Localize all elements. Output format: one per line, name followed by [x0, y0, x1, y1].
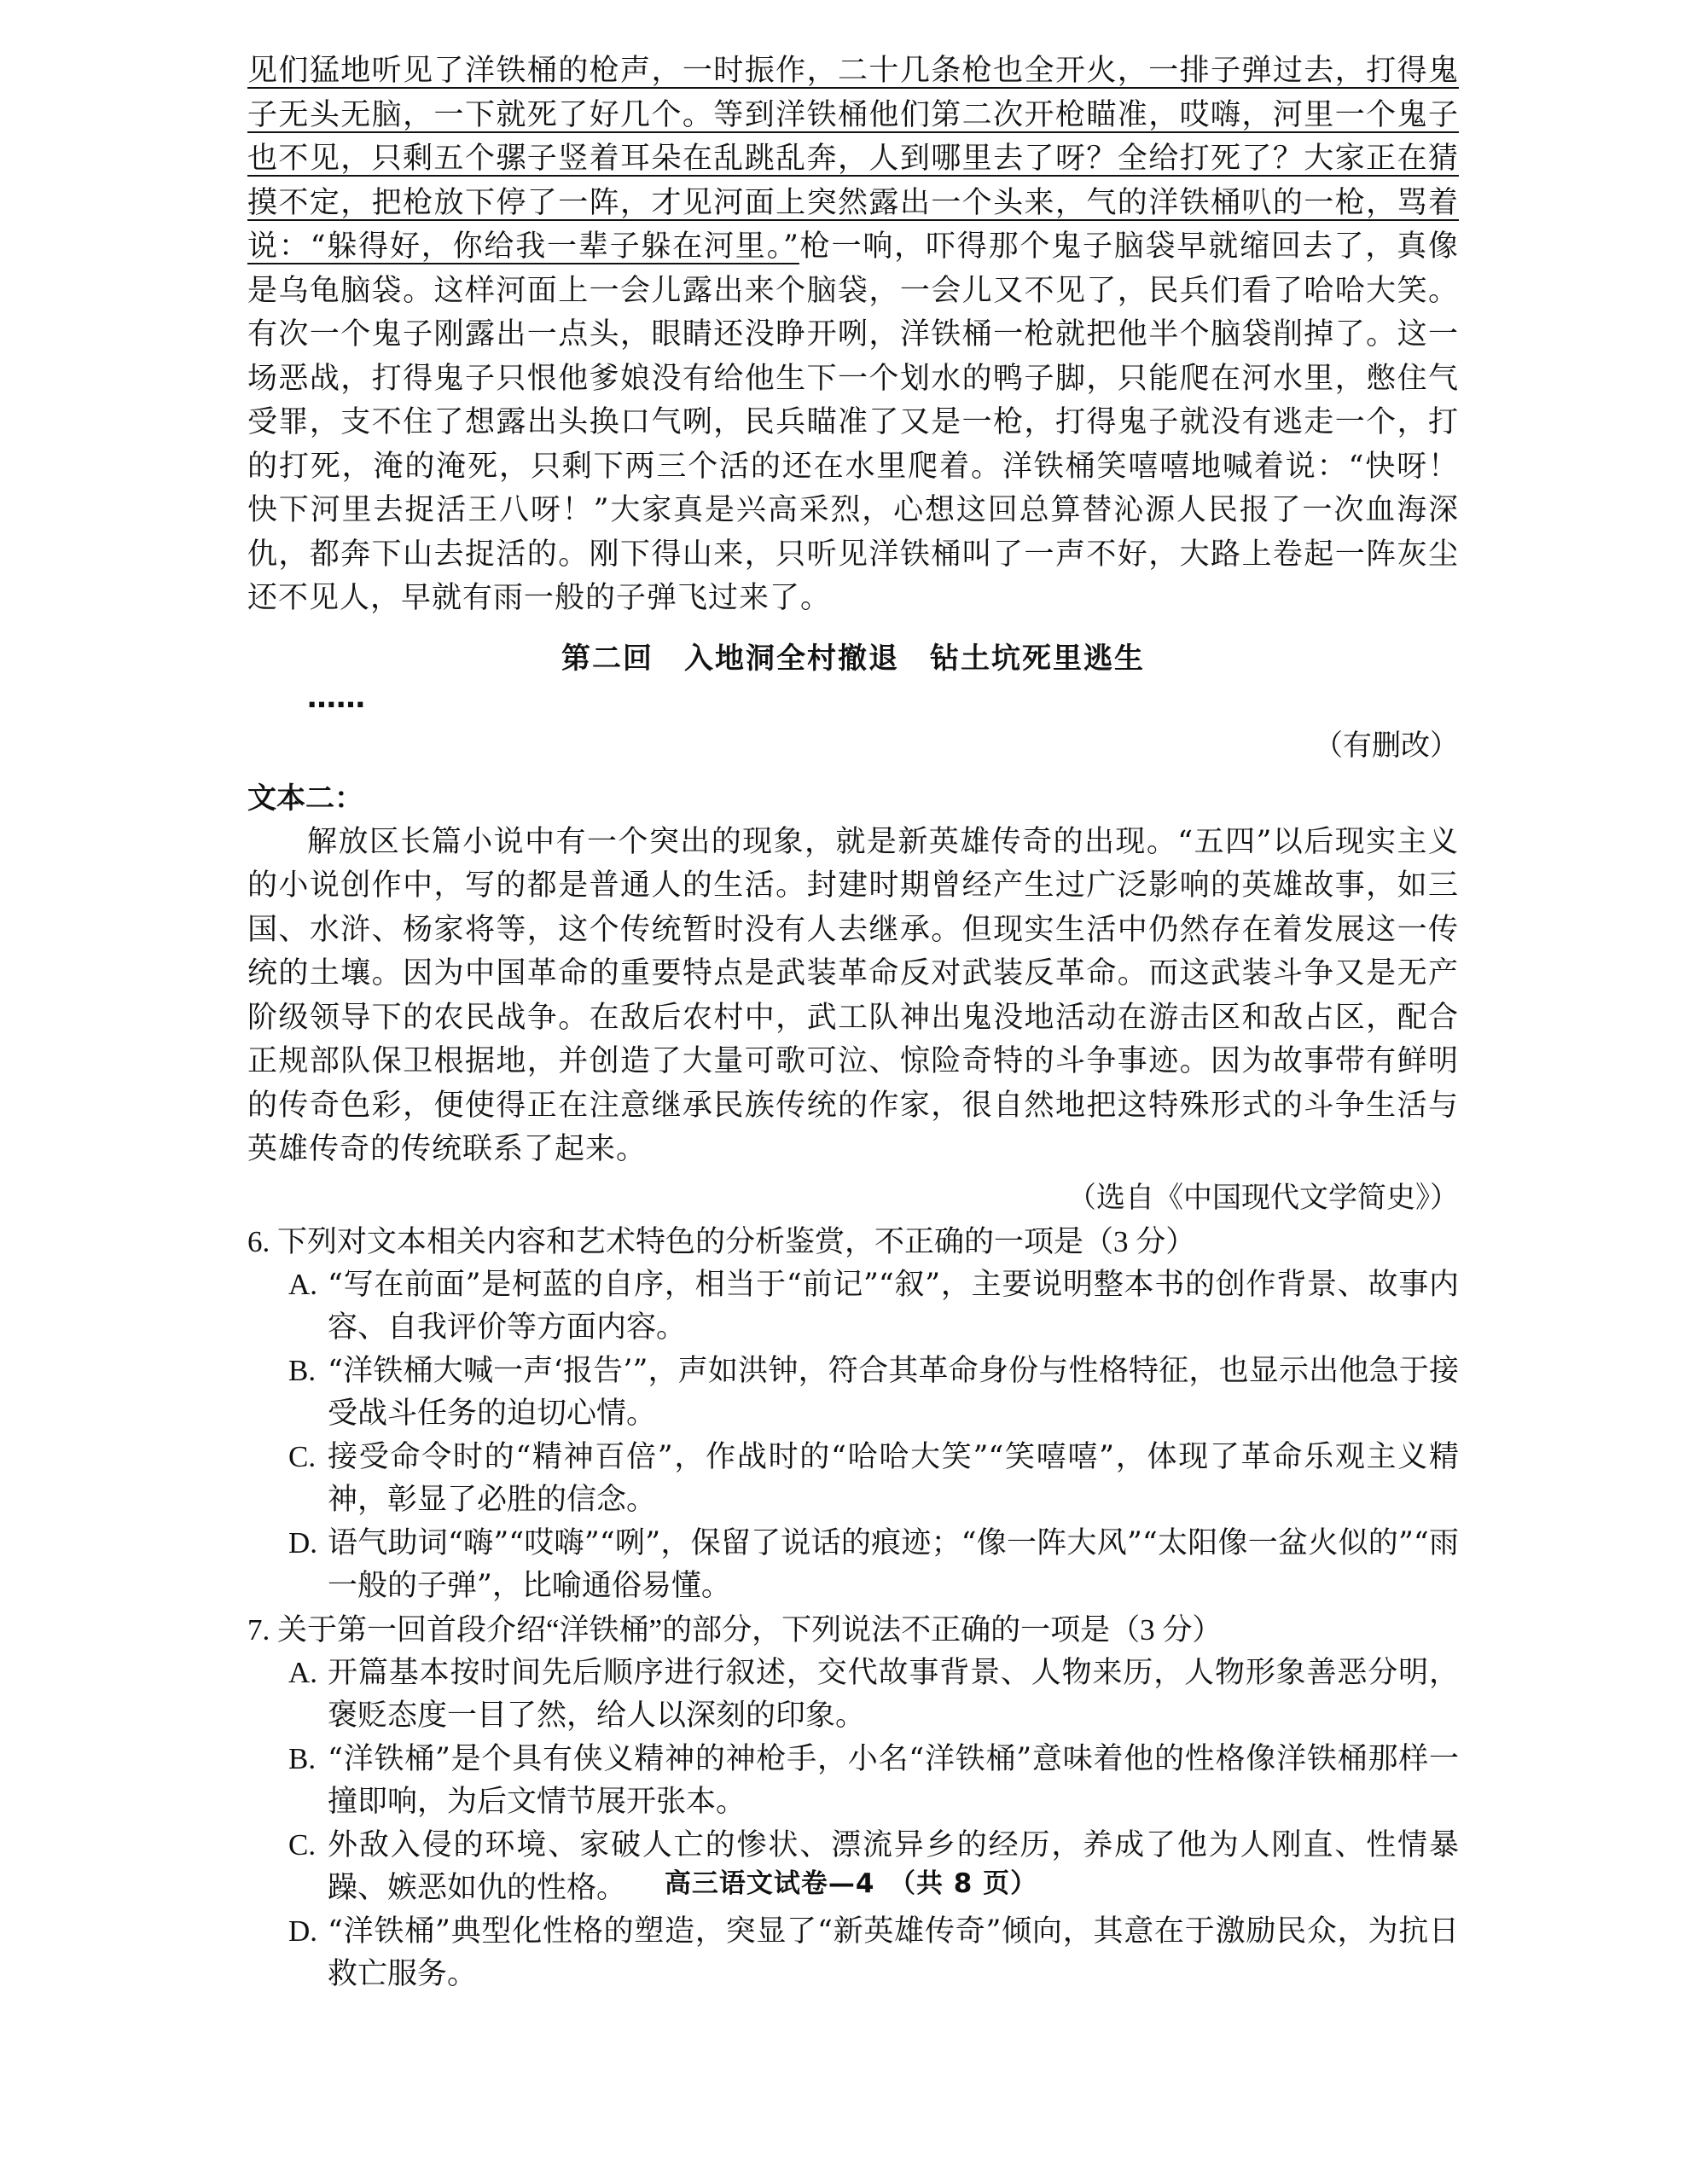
text2-label: 文本二：	[247, 781, 363, 816]
option-b	[288, 1738, 1459, 1824]
question-6	[247, 1220, 1459, 1608]
option-key: A.	[288, 1267, 318, 1301]
text2-source: （选自《中国现代文学简史》）	[1067, 1180, 1459, 1215]
question-stem: 7. 关于第一回首段介绍“洋铁桶”的部分，下列说法不正确的一项是（3 分）	[247, 1612, 1223, 1647]
option-text: 开篇基本按时间先后顺序进行叙述，交代故事背景、人物来历，人物形象善恶分明，褒贬态度一目了然，给人以深刻的印象。	[328, 1655, 1459, 1733]
chapter-title: 第二回 入地洞全村撤退 钻土坑死里逃生	[561, 641, 1145, 676]
text1-paragraph	[247, 49, 1459, 621]
option-key: A.	[288, 1655, 318, 1689]
question-7	[247, 1608, 1459, 1996]
option-key: C.	[288, 1439, 317, 1473]
ellipsis: ……	[307, 680, 365, 715]
option-key: B.	[288, 1353, 317, 1387]
option-key: B.	[288, 1741, 317, 1775]
option-a	[288, 1263, 1459, 1350]
option-text: 语气助词“嗨”“哎嗨”“咧”，保留了说话的痕迹；“像一阵大风”“太阳像一盆火似的”“雨一般的子弹”，比喻通俗易懂。	[328, 1525, 1459, 1603]
option-b	[288, 1350, 1459, 1436]
option-text: 接受命令时的“精神百倍”，作战时的“哈哈大笑”“笑嘻嘻”，体现了革命乐观主义精神，彰显了必胜的信念。	[328, 1439, 1459, 1517]
text2-body: 解放区长篇小说中有一个突出的现象，就是新英雄传奇的出现。“五四”以后现实主义的小说创作中，写的都是普通人的生活。封建时期曾经产生过广泛影响的英雄故事，如三国、水浒、杨家将等，这个传统暂时没有人去继承。但现实生活中仍然存在着发展这一传统的土壤。因为中国革命的重要特点是武装革命反对武装反革命。而这武装斗争又是无产阶级领导下的农民战争。在敌后农村中，武工队神出鬼没地活动在游击区和敌占区，配合正规部队保卫根据地，并创造了大量可歌可泣、惊险奇特的斗争事迹。因为故事带有鲜明的传奇色彩，便使得正在注意继承民族传统的作家，很自然地把这特殊形式的斗争生活与英雄传奇的传统联系了起来。	[247, 824, 1459, 1166]
option-d	[288, 1910, 1459, 1996]
plain-passage: 枪一响，吓得那个鬼子脑袋早就缩回去了，真像是乌龟脑袋。这样河面上一会儿露出来个脑袋，一会儿又不见了，民兵们看了哈哈大笑。有次一个鬼子刚露出一点头，眼睛还没睁开咧，洋铁桶一枪就把他半个脑袋削掉了。这一场恶战，打得鬼子只恨他爹娘没有给他生下一个划水的鸭子脚，只能爬在河水里，憋住气受罪，支不住了想露出头换口气咧，民兵瞄准了又是一枪，打得鬼子就没有逃走一个，打的打死，淹的淹死，只剩下两三个活的还在水里爬着。洋铁桶笑嘻嘻地喊着说：“快呀！快下河里去捉活王八呀！”大家真是兴高采烈，心想这回总算替沁源人民报了一次血海深仇，都奔下山去捉活的。刚下得山来，只听见洋铁桶叫了一声不好，大路上卷起一阵灰尘还不见人，早就有雨一般的子弹飞过来了。	[247, 229, 1459, 615]
option-text: “洋铁桶大喊一声‘报告’”，声如洪钟，符合其革命身份与性格特征，也显示出他急于接受战斗任务的迫切心情。	[328, 1353, 1459, 1431]
edit-note: （有删改）	[1314, 728, 1459, 763]
option-key: C.	[288, 1827, 317, 1862]
option-text: “写在前面”是柯蓝的自序，相当于“前记”“叙”，主要说明整本书的创作背景、故事内容、自我评价等方面内容。	[328, 1267, 1459, 1345]
option-d	[288, 1522, 1459, 1608]
option-key: D.	[288, 1525, 318, 1560]
option-text: “洋铁桶”是个具有侠义精神的神枪手，小名“洋铁桶”意味着他的性格像洋铁桶那样一撞即响，为后文情节展开张本。	[328, 1741, 1459, 1819]
option-text: 外敌入侵的环境、家破人亡的惨状、漂流异乡的经历，养成了他为人刚直、性情暴躁、嫉恶如仇的性格。	[328, 1827, 1459, 1905]
option-key: D.	[288, 1914, 318, 1948]
underlined-passage: 见们猛地听见了洋铁桶的枪声，一时振作，二十几条枪也全开火，一排子弹过去，打得鬼子无头无脑，一下就死了好几个。等到洋铁桶他们第二次开枪瞄准，哎嗨，河里一个鬼子也不见，只剩五个骡子竖着耳朵在乱跳乱奔，人到哪里去了呀？全给打死了？大家正在猜摸不定，把枪放下停了一阵，才见河面上突然露出一个头来，气的洋铁桶叭的一枪，骂着说：“躲得好，你给我一辈子躲在河里。”	[247, 54, 1459, 264]
option-a	[288, 1652, 1459, 1738]
question-stem: 6. 下列对文本相关内容和艺术特色的分析鉴赏，不正确的一项是（3 分）	[247, 1224, 1196, 1258]
option-text: “洋铁桶”典型化性格的塑造，突显了“新英雄传奇”倾向，其意在于激励民众，为抗日救亡服务。	[328, 1914, 1459, 1991]
exam-page	[247, 49, 1459, 1996]
option-c	[288, 1436, 1459, 1522]
page-footer: 高三语文试卷—4 （共 8 页）	[664, 1868, 1038, 1899]
